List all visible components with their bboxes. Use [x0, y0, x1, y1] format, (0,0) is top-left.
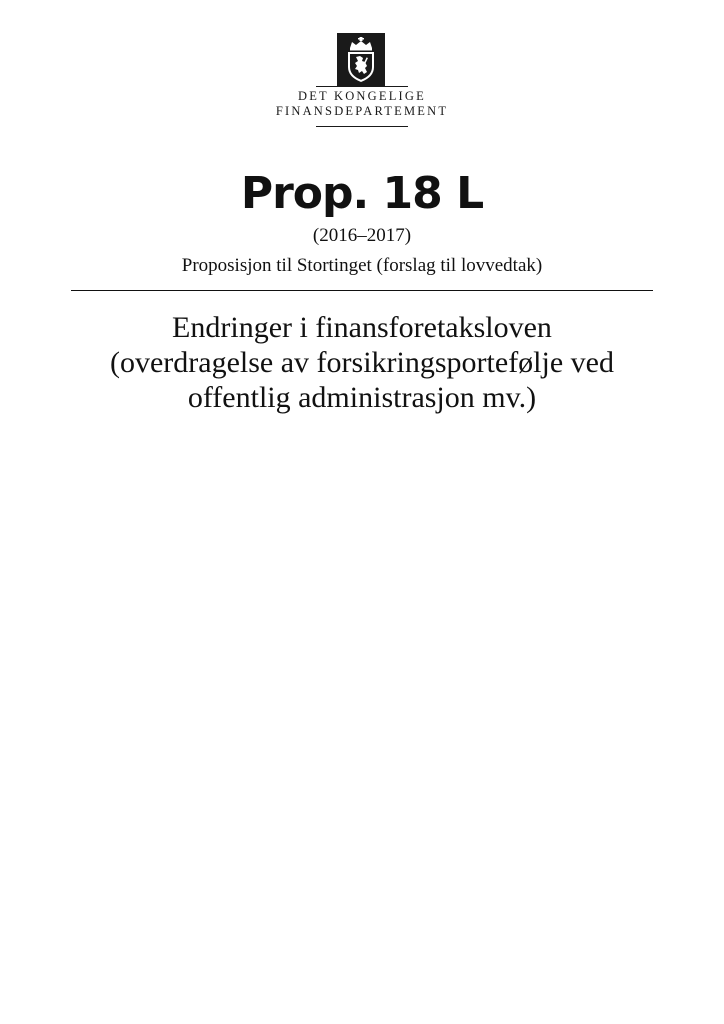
ministry-name-line2: FINANSDEPARTEMENT [275, 104, 449, 118]
ministry-rule-bottom [316, 126, 408, 127]
main-title-line: (overdragelse av forsikringsportefølje ved [110, 346, 614, 379]
coat-of-arms-icon [337, 33, 385, 86]
proposition-title: Prop. 18 L [240, 168, 484, 219]
main-title-line: Endringer i finansforetaksloven [172, 311, 552, 344]
main-title [60, 310, 664, 415]
session-years: (2016–2017) [312, 225, 412, 246]
ministry-rule-top [316, 86, 408, 87]
ministry-name-line1: DET KONGELIGE [297, 89, 426, 103]
title-divider [71, 290, 653, 291]
main-title-line: offentlig administrasjon mv.) [187, 381, 537, 414]
proposition-subtitle: Proposisjon til Stortinget (forslag til lovvedtak) [181, 255, 543, 276]
